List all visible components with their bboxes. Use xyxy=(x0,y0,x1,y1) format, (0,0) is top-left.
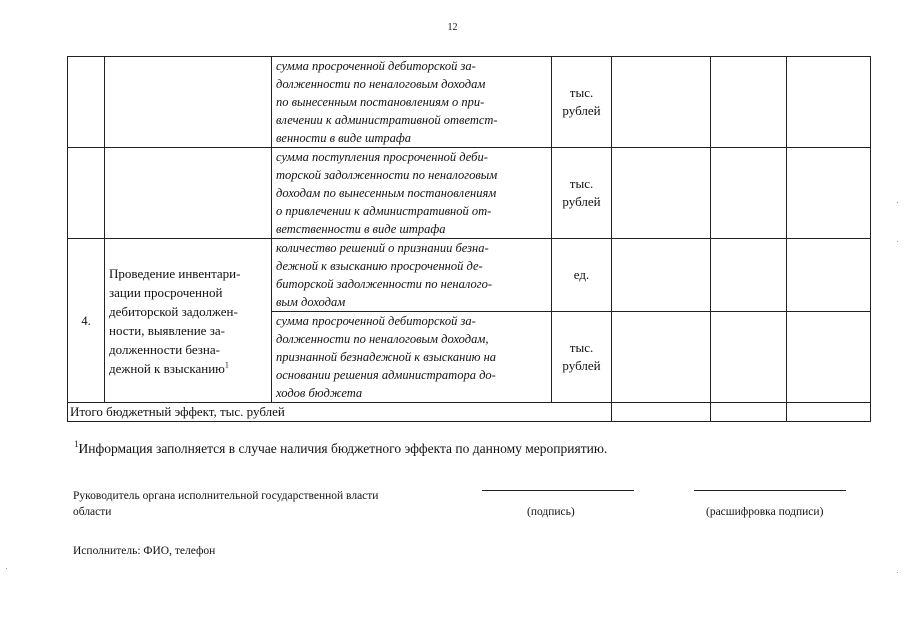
value-cell xyxy=(711,239,787,312)
value-cell xyxy=(711,57,787,148)
footnote-marker: 1 xyxy=(74,439,79,449)
total-row xyxy=(68,403,871,422)
footnote xyxy=(74,441,607,457)
activity-cell xyxy=(105,57,272,148)
scan-speck xyxy=(897,241,898,242)
value-cell xyxy=(612,239,711,312)
scan-speck xyxy=(6,568,7,569)
row-number-cell: 4. xyxy=(68,239,105,403)
unit-cell: ед. xyxy=(552,239,612,312)
unit-cell: тыс. рублей xyxy=(552,312,612,403)
indicator-cell: сумма просроченной дебиторской за- долженности по неналоговым доходам по вынесенным постановлениям о при- влечении к административной ответст- венности в виде штрафа xyxy=(272,57,552,148)
indicator-cell: количество решений о признании безна- дежной к взысканию просроченной де- биторской задолженности по неналого- вым доходам xyxy=(272,239,552,312)
signature-decoding-line xyxy=(694,490,846,491)
activity-text: Проведение инвентари- зации просроченной дебиторской задолжен- ности, выявление за- долженности безна- дежной к взысканию xyxy=(109,265,241,376)
row-number-cell xyxy=(68,57,105,148)
activity-cell xyxy=(105,239,272,403)
table-row xyxy=(68,148,871,239)
row-number-cell xyxy=(68,148,105,239)
scan-speck xyxy=(897,572,898,573)
unit-cell: тыс. рублей xyxy=(552,57,612,148)
head-of-authority-label: Руководитель органа исполнительной государственной власти области xyxy=(73,490,379,518)
table-row xyxy=(68,57,871,148)
value-cell xyxy=(711,312,787,403)
footnote-text: Информация заполняется в случае наличия бюджетного эффекта по данному мероприятию. xyxy=(78,441,608,456)
executor-label: Исполнитель: ФИО, телефон xyxy=(73,545,216,557)
total-value-cell xyxy=(612,403,711,422)
footnote-marker: 1 xyxy=(224,360,229,370)
value-cell xyxy=(711,148,787,239)
value-cell xyxy=(787,148,871,239)
signature-decoding-caption: (расшифровка подписи) xyxy=(706,506,824,518)
value-cell xyxy=(612,57,711,148)
value-cell xyxy=(787,312,871,403)
value-cell xyxy=(787,239,871,312)
total-value-cell xyxy=(787,403,871,422)
indicator-cell: сумма просроченной дебиторской за- долженности по неналоговым доходам, признанной безнадежной к взысканию на основании решения администратора до- ходов бюджета xyxy=(272,312,552,403)
page-number: 12 xyxy=(447,22,458,33)
activity-cell xyxy=(105,148,272,239)
budget-effect-table xyxy=(67,56,871,422)
unit-cell: тыс. рублей xyxy=(552,148,612,239)
signature-line xyxy=(482,490,634,491)
total-value-cell xyxy=(711,403,787,422)
total-label: Итого бюджетный эффект, тыс. рублей xyxy=(68,403,612,422)
value-cell xyxy=(787,57,871,148)
value-cell xyxy=(612,148,711,239)
value-cell xyxy=(612,312,711,403)
signature-caption: (подпись) xyxy=(527,506,575,518)
scan-speck xyxy=(897,202,898,203)
table-row xyxy=(68,239,871,312)
indicator-cell: сумма поступления просроченной деби- торской задолженности по неналоговым доходам по вынесенным постановлениям о привлечении к административной от- ветственности в виде штрафа xyxy=(272,148,552,239)
